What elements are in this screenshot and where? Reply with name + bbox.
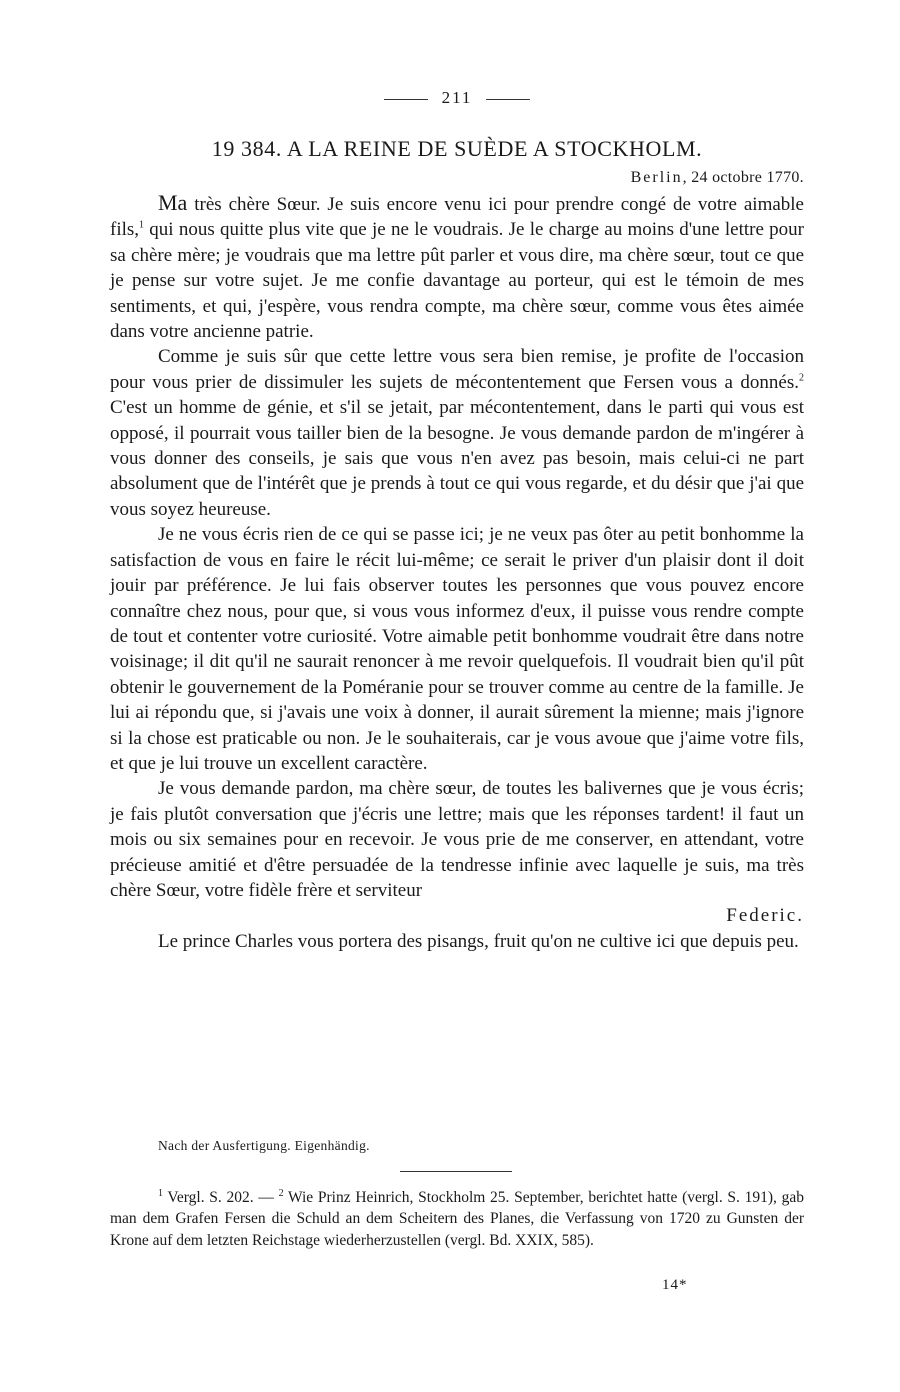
paragraph-1 [110, 190, 804, 344]
signature-mark: 14* [662, 1277, 688, 1293]
paragraph-2-text-b: C'est un homme de génie, et s'il se jetait, par mécontentement, dans le parti qui vous est opposé, il pourrait vous tailler bien de la besogne. Je vous demande pardon de m'ingérer à vous donner des conseils, je sais que vous n'en avez pas besoin, mais celui-ci ne part absolument que de l'intérêt que je prends à tout ce qui vous regarde, et du désir que j'ai que vous soyez heureuse. [110, 397, 804, 520]
paragraph-3: Je ne vous écris rien de ce qui se passe ici; je ne veux pas ôter au petit bonhomme la satisfaction de vous en faire le récit lui-même; ce serait le priver d'un plaisir dont il doit jouir par préférence. Je lui fais observer toutes les personnes que vous pouvez encore connaître chez nous, pour que, si vous vous informez d'eux, il puisse vous rendre compte de tout et contenter votre curiosité. Votre aimable petit bonhomme voudrait être dans notre voisinage; il dit qu'il ne saurait renoncer à me revoir quelquefois. Il voudrait bien qu'il pût obtenir le gouvernement de la Poméranie pour se trouver comme au centre de la famille. Je lui ai répondu que, si j'avais une voix à donner, il aurait sûrement la mienne; mais j'ignore si la chose est praticable ou non. Je le souhaiterais, car je vous avoue que j'aime votre fils, et que je lui trouve un excellent caractère. [110, 524, 804, 774]
footnote-separator [400, 1171, 512, 1172]
footnote-paragraph [110, 1187, 804, 1251]
page-number: 211 [441, 88, 473, 107]
paragraph-4: Je vous demande pardon, ma chère sœur, de toutes les balivernes que je vous écris; je fais plutôt conversation que j'écris une lettre; mais que les réponses tardent! il faut un mois ou six semaines pour en recevoir. Je vous prie de me conserver, en attendant, votre précieuse amitié et d'être persuadée de la tendresse infinie avec laquelle je suis, ma très chère Sœur, votre fidèle frère et serviteur [110, 778, 804, 901]
footnote-2-text: Wie Prinz Heinrich, Stockholm 25. September, berichtet hatte (vergl. S. 191), gab man dem Grafen Fersen die Schuld an dem Scheitern des Planes, die Verfassung von 1720 zu Gunsten der Krone auf dem letzten Reichstage wiederherzustellen (vergl. Bd. XXIX, 585). [110, 1189, 804, 1249]
dateline [631, 169, 804, 187]
footnote-1-text: Vergl. S. 202. — [163, 1189, 279, 1206]
footnote-1-mark: 1 [158, 1187, 163, 1199]
paragraph-2 [110, 344, 804, 522]
footnote-ref-1: 1 [139, 220, 145, 232]
dateline-place: Berlin [630, 169, 683, 186]
footnote-ref-2: 2 [799, 372, 804, 384]
footnote-2-mark: 2 [278, 1187, 284, 1199]
letter-body [110, 190, 804, 954]
paragraph-5-postscript: Le prince Charles vous portera des pisangs, fruit qu'on ne cultive ici que depuis peu. [158, 930, 799, 952]
header-rule-right [486, 99, 530, 100]
paragraph-2-text-a: Comme je suis sûr que cette lettre vous sera bien remise, je profite de l'occasion pour vous prier de dissimuler les sujets de mécontentement que Fersen vous a donnés. [110, 346, 804, 393]
footnotes [110, 1187, 804, 1251]
running-header [110, 88, 804, 108]
paragraph-1-text-a: très chère Sœur. Je suis encore venu ici pour prendre congé de votre aimable fils, [110, 194, 804, 241]
paragraph-initial: Ma [158, 190, 188, 215]
signature: Federic. [726, 905, 804, 927]
source-note: Nach der Ausfertigung. Eigenhändig. [158, 1138, 370, 1153]
dateline-date: , 24 octobre 1770. [682, 169, 804, 186]
paragraph-1-text-b: qui nous quitte plus vite que je ne le voudrais. Je le charge au moins d'une lettre pour sa chère mère; je voudrais que ma lettre pût parler et vous dire, ma chère sœur, tout ce que je pense sur votre sujet. Je me confie davantage au porteur, qui est le témoin de mes sentiments, et qui, j'espère, vous rendra compte, ma chère sœur, comme vous êtes aimée dans votre ancienne patrie. [110, 219, 804, 343]
header-rule-left [384, 99, 428, 100]
letter-title: 19 384. A LA REINE DE SUÈDE A STOCKHOLM. [211, 136, 703, 161]
